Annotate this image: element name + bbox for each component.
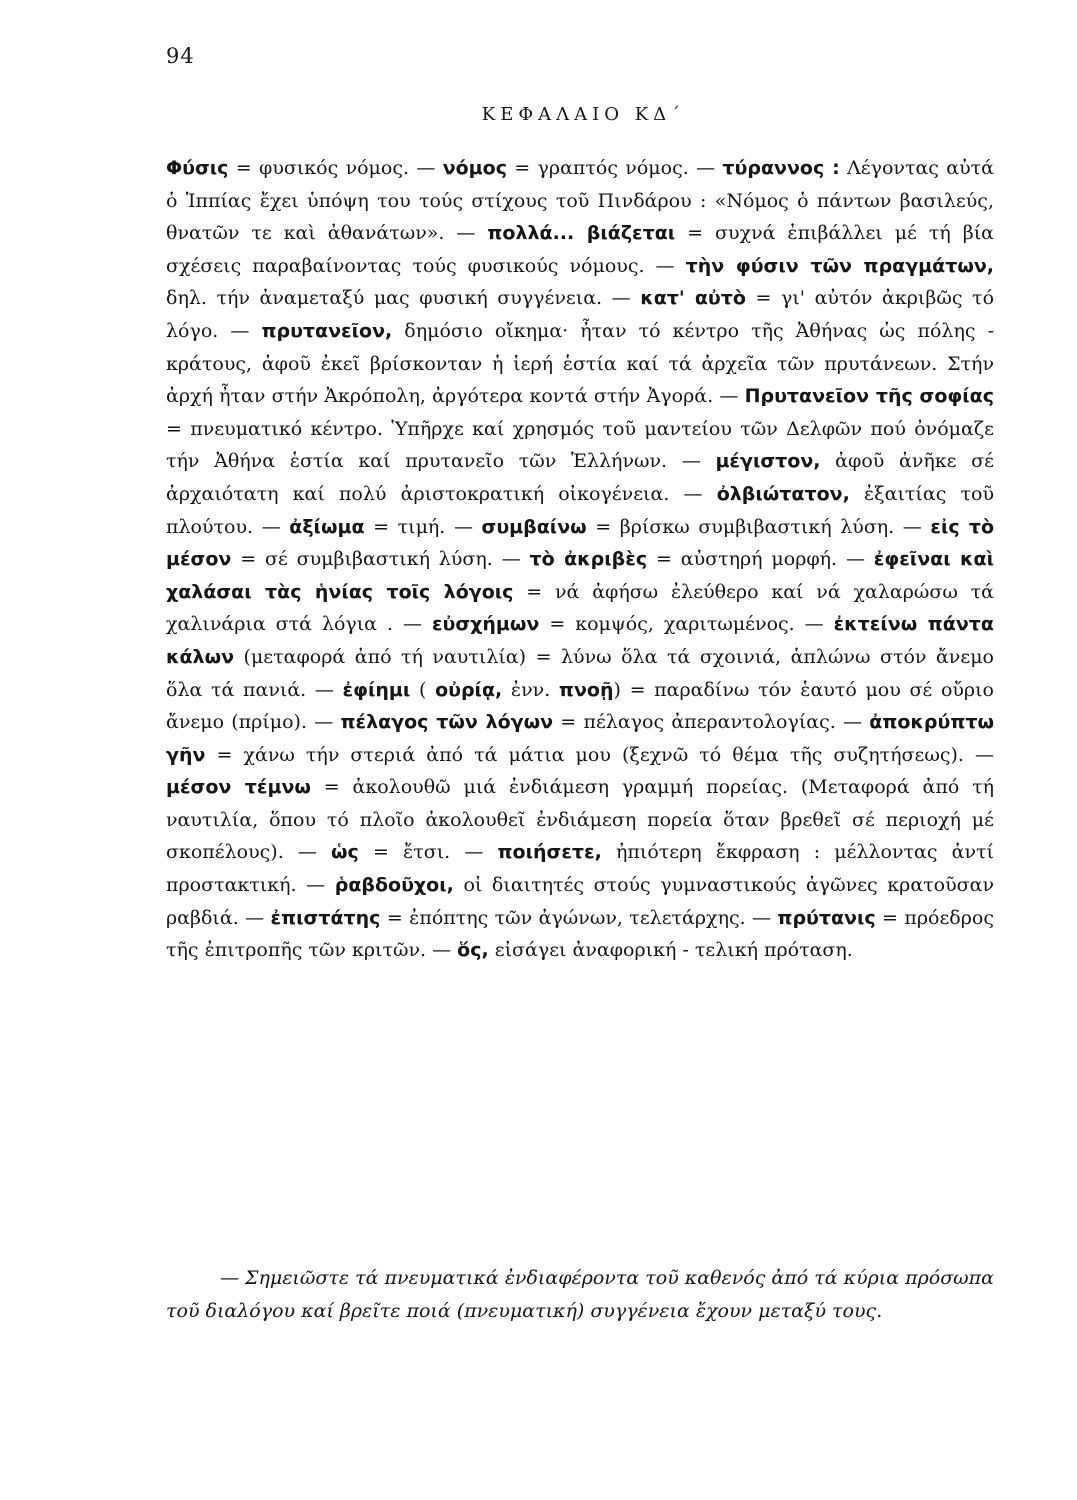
glossary-entry <box>530 548 874 570</box>
glossary-definition: = πρόεδρος τῆς ἐπιτροπῆς τῶν κριτῶν. — <box>166 906 994 962</box>
glossary-term: μέσον τέμνω <box>166 776 311 799</box>
glossary-entry <box>331 841 497 863</box>
glossary-entry <box>289 516 481 538</box>
glossary-entry <box>457 939 853 961</box>
glossary-term: τύραννος : <box>722 157 840 179</box>
glossary-definition: δημόσιο οἴκημα· ἦταν τό κέντρο τῆς Ἀθήνας ὡς πόλης - κράτους, ἀφοῦ ἐκεῖ βρίσκονταν ἡ ἱερή ἑστία καί τά ἀρχεῖα τῶν πρυτάνεων. Στήν ἀρχή ἦταν στήν Ἀκρόπολη, ἀργότερα κοντά στήν Ἀγορά. — <box>166 319 994 408</box>
glossary-term: συμβαίνω <box>481 515 587 538</box>
glossary-term: Πρυτανεῖον τῆς σοφίας <box>744 385 994 408</box>
glossary-definition: = φυσικός νόμος. — <box>228 157 443 179</box>
glossary-term: πολλά... βιάζεται <box>487 222 676 245</box>
glossary-entry <box>432 613 834 635</box>
glossary-definition: Λέγοντας αὐτά ὁ Ἱππίας ἔχει ὑπόψη του τούς στίχους τοῦ Πινδάρου : «Νόμος ὁ πάντων βασιλεύς, θνατῶν τε καὶ ἀθανάτων». — <box>166 157 994 245</box>
glossary-term: πρυτανεῖον, <box>261 319 393 342</box>
glossary-definition: = ἔτσι. — <box>358 841 498 864</box>
glossary-entry <box>340 711 869 733</box>
glossary-definition: = γι' αὐτόν ἀκριβῶς τό λόγο. — <box>166 287 995 342</box>
glossary-paragraph <box>166 152 994 967</box>
glossary-entry <box>435 679 559 701</box>
glossary-term: ὡς <box>331 841 359 864</box>
glossary-term: ὀλβιώτατον, <box>716 482 850 505</box>
glossary-term: ἀποκρύπτω γῆν <box>166 711 994 766</box>
glossary-term: ὅς, <box>457 939 489 962</box>
glossary-term: ποιήσετε, <box>497 841 602 864</box>
glossary-term: πρύτανις <box>777 906 876 929</box>
glossary-term: εἰς τὸ μέσον <box>166 515 995 571</box>
glossary-definition: = κομψός, χαριτωμένος. — <box>539 613 834 636</box>
glossary-entry <box>482 516 931 538</box>
chapter-title: ΚΕΦΑΛΑΙΟ ΚΔ΄ <box>481 104 686 125</box>
glossary-definition: = σέ συμβιβαστική λύση. — <box>231 548 530 571</box>
glossary-term: μέγιστον, <box>715 450 821 473</box>
glossary-term: πνοῇ <box>558 678 614 701</box>
glossary-definition: ) = παραδίνω τόν ἑαυτό μου σέ οὔριο ἄνεμο (πρίμο). — <box>166 678 994 734</box>
glossary-definition: = χάνω τήν στεριά ἀπό τά μάτια μου (ξεχνῶ τό θέμα τῆς συζητήσεως). — <box>205 743 994 766</box>
glossary-definition: ἠπιότερη ἔκφραση : μέλλοντας ἀντί προστακτική. — <box>166 841 994 897</box>
glossary-definition: = συχνά ἐπιβάλλει μέ τή βία σχέσεις παραβαίνοντας τούς φυσικούς νόμους. — <box>166 222 994 277</box>
glossary-definition: = ἀκολουθῶ μιά ἐνδιάμεση γραμμή πορείας. (Μεταφορά ἀπό τή ναυτιλία, ὅπου τό πλοῖο ἀκολουθεῖ ἐνδιάμεση πορεία ὅταν βρεθεῖ σέ περιοχή μέ σκοπέλους). — <box>166 776 994 864</box>
glossary-term: κατ' αὐτὸ <box>640 287 746 310</box>
glossary-definition: = βρίσκω συμβιβαστική λύση. — <box>586 515 931 538</box>
glossary-term: ἐφεῖναι καὶ χαλάσαι τὰς ἡνίας τοῖς λόγοις <box>166 548 994 603</box>
glossary-term: Φύσις <box>166 157 229 179</box>
glossary-term: πέλαγος τῶν λόγων <box>340 711 554 734</box>
glossary-entry <box>343 679 427 701</box>
glossary-definition: ἐξαιτίας τοῦ πλούτου. — <box>166 482 995 538</box>
exercise-question: — Σημειῶστε τά πνευματικά ἐνδιαφέροντα τοῦ καθενός ἀπό τά κύρια πρόσωπα τοῦ διαλόγου καί βρεῖτε ποιά (πνευματική) συγγένεια ἔχουν μεταξύ τους. <box>166 1267 994 1322</box>
glossary-entry <box>166 157 443 179</box>
glossary-term: τὴν φύσιν τῶν πραγμάτων, <box>685 254 994 277</box>
glossary-term: οὐρίᾳ, <box>435 678 503 701</box>
glossary-definition: δηλ. τήν ἀναμεταξύ μας φυσική συγγένεια. — <box>166 287 641 310</box>
glossary-definition: = αὐστηρή μορφή. — <box>647 548 874 571</box>
glossary-definition: = γραπτός νόμος. — <box>506 157 723 179</box>
glossary-definition: = πέλαγος ἀπεραντολογίας. — <box>553 711 870 734</box>
glossary-term: ἐκτείνω πάντα κάλων <box>166 613 994 668</box>
glossary-definition: (μεταφορά ἀπό τή ναυτιλία) = λύνω ὅλα τά σχοινιά, ἁπλώνω στόν ἄνεμο ὅλα τά πανιά. — <box>166 645 994 701</box>
glossary-term: νόμος <box>442 157 507 179</box>
glossary-definition: ( <box>410 678 427 701</box>
glossary-term: ἀξίωμα <box>289 515 365 538</box>
glossary-term: εὐσχήμων <box>431 613 540 636</box>
glossary-term: ἐπιστάτης <box>270 906 381 929</box>
glossary-definition: = πνευματικό κέντρο. Ὑπῆρχε καί χρησμός τοῦ μαντείου τῶν Δελφῶν πού ὀνόμαζε τήν Ἀθήνα ἑστία καί πρυτανεῖο τῶν Ἑλλήνων. — <box>166 417 994 473</box>
glossary-definition: οἱ διαιτητές στούς γυμναστικούς ἀγῶνες κρατοῦσαν ραβδιά. — <box>166 874 994 929</box>
glossary-term: ἐφίημι <box>342 678 411 701</box>
glossary-definition: = ἐπόπτης τῶν ἀγώνων, τελετάρχης. — <box>380 906 778 929</box>
glossary-definition: = τιμή. — <box>364 515 482 538</box>
glossary-entry <box>271 907 778 929</box>
glossary-term: τὸ ἀκριβὲς <box>529 548 648 571</box>
glossary-definition: = νά ἀφήσω ἐλεύθερο καί νά χαλαρώσω τά χαλινάρια στά λόγια . — <box>166 580 995 636</box>
glossary-entry <box>443 157 723 179</box>
glossary-term: ῥαβδοῦχοι, <box>334 874 454 897</box>
page-number: 94 <box>166 44 195 68</box>
glossary-definition: ἀφοῦ ἀνῆκε σέ ἀρχαιότατη καί πολύ ἀριστοκρατική οἰκογένεια. — <box>166 450 994 505</box>
glossary-definition: ἐνν. <box>502 678 559 701</box>
glossary-definition: εἰσάγει ἀναφορική - τελική πρόταση. <box>488 939 853 962</box>
